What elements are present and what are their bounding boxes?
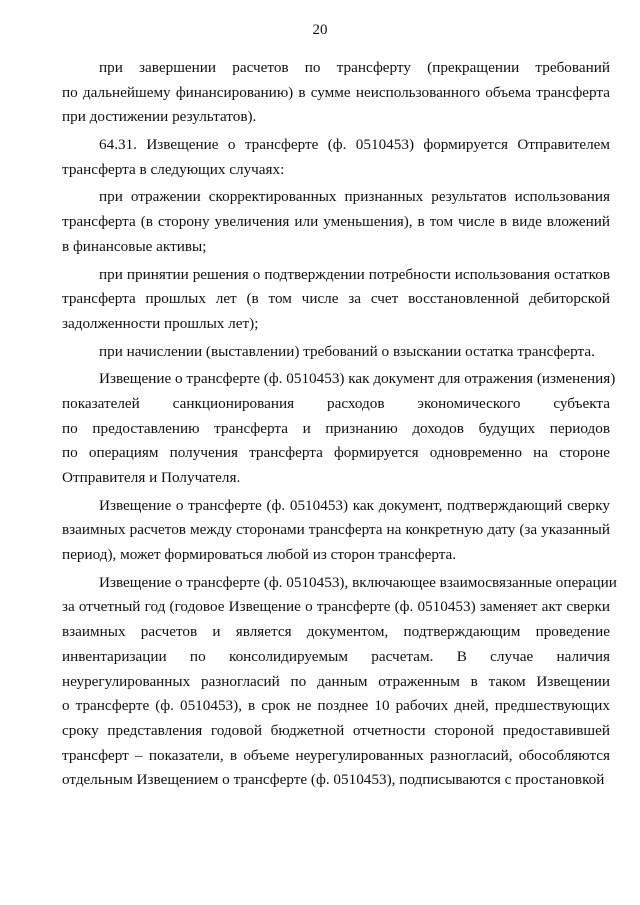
paragraph-line: 64.31. Извещение о трансферте (ф. 0510453) формируется Отправителем [99,136,610,154]
paragraph-line: трансферта прошлых лет (в том числе за счет восстановленной дебиторской [62,290,610,308]
paragraph-line: сроку представления годовой бюджетной отчетности стороной предоставившей [62,721,610,739]
paragraph-line: при принятии решения о подтверждении потребности использования остатков [99,265,610,283]
paragraph [62,185,610,259]
paragraph-line: при завершении расчетов по трансферту (прекращении требований [99,59,610,76]
paragraph-line: трансферт – показатели, в объеме неурегулированных разногласий, обособляются [62,746,610,764]
paragraph [62,367,616,490]
paragraph-line: при начислении (выставлении) требований о взыскании остатка трансферта. [99,342,595,360]
paragraph-line: задолженности прошлых лет); [62,314,259,332]
paragraph [62,56,610,130]
document-body [62,56,617,796]
paragraph-line: инвентаризации по консолидируемым расчетам. В случае наличия [62,647,610,665]
paragraph [62,340,610,365]
paragraph [62,494,610,568]
paragraph-line: Извещение о трансферте (ф. 0510453) как документ для отражения (изменения) [99,370,616,388]
paragraph-line: в финансовые активы; [62,237,207,255]
paragraph-line: взаимных расчетов и является документом, подтверждающим проведение [62,623,610,641]
paragraph-gap [62,793,610,796]
paragraph-line: неурегулированных разногласий по данным отраженным в таком Извещении [62,672,610,690]
paragraph-line: взаимных расчетов между сторонами трансферта на конкретную дату (за указанный [62,521,610,539]
paragraph-line: показателей санкционирования расходов экономического субъекта [62,394,610,412]
paragraph-line: трансферта в следующих случаях: [62,160,285,178]
paragraph-line: по операциям получения трансферта формируется одновременно на стороне [62,444,610,462]
paragraph-line: за отчетный год (годовое Извещение о трансферте (ф. 0510453) заменяет акт сверки [62,598,610,616]
paragraph-line: трансферта (в сторону увеличения или уменьшения), в том числе в виде вложений [62,213,610,231]
paragraph-line: Извещение о трансферте (ф. 0510453), включающее взаимосвязанные операции [99,573,617,591]
paragraph [62,263,610,337]
paragraph-line: при достижении результатов). [62,108,257,126]
paragraph-line: отдельным Извещением о трансферте (ф. 0510453), подписываются с простановкой [62,771,605,789]
paragraph-line: Отправителя и Получателя. [62,469,241,486]
paragraph-line: по предоставлению трансферта и признанию доходов будущих периодов [62,419,610,437]
paragraph [62,133,610,182]
paragraph-line: Извещение о трансферте (ф. 0510453) как документ, подтверждающий сверку [99,496,610,514]
paragraph-line: при отражении скорректированных признанных результатов использования [99,188,610,206]
paragraph [62,571,617,793]
page-number: 20 [312,22,328,38]
paragraph-line: о трансферте (ф. 0510453), в срок не позднее 10 рабочих дней, предшествующих [62,697,610,715]
paragraph-line: период), может формироваться любой из сторон трансферта. [62,546,457,564]
paragraph-line: по дальнейшему финансированию) в сумме неиспользованного объема трансферта [62,83,610,101]
